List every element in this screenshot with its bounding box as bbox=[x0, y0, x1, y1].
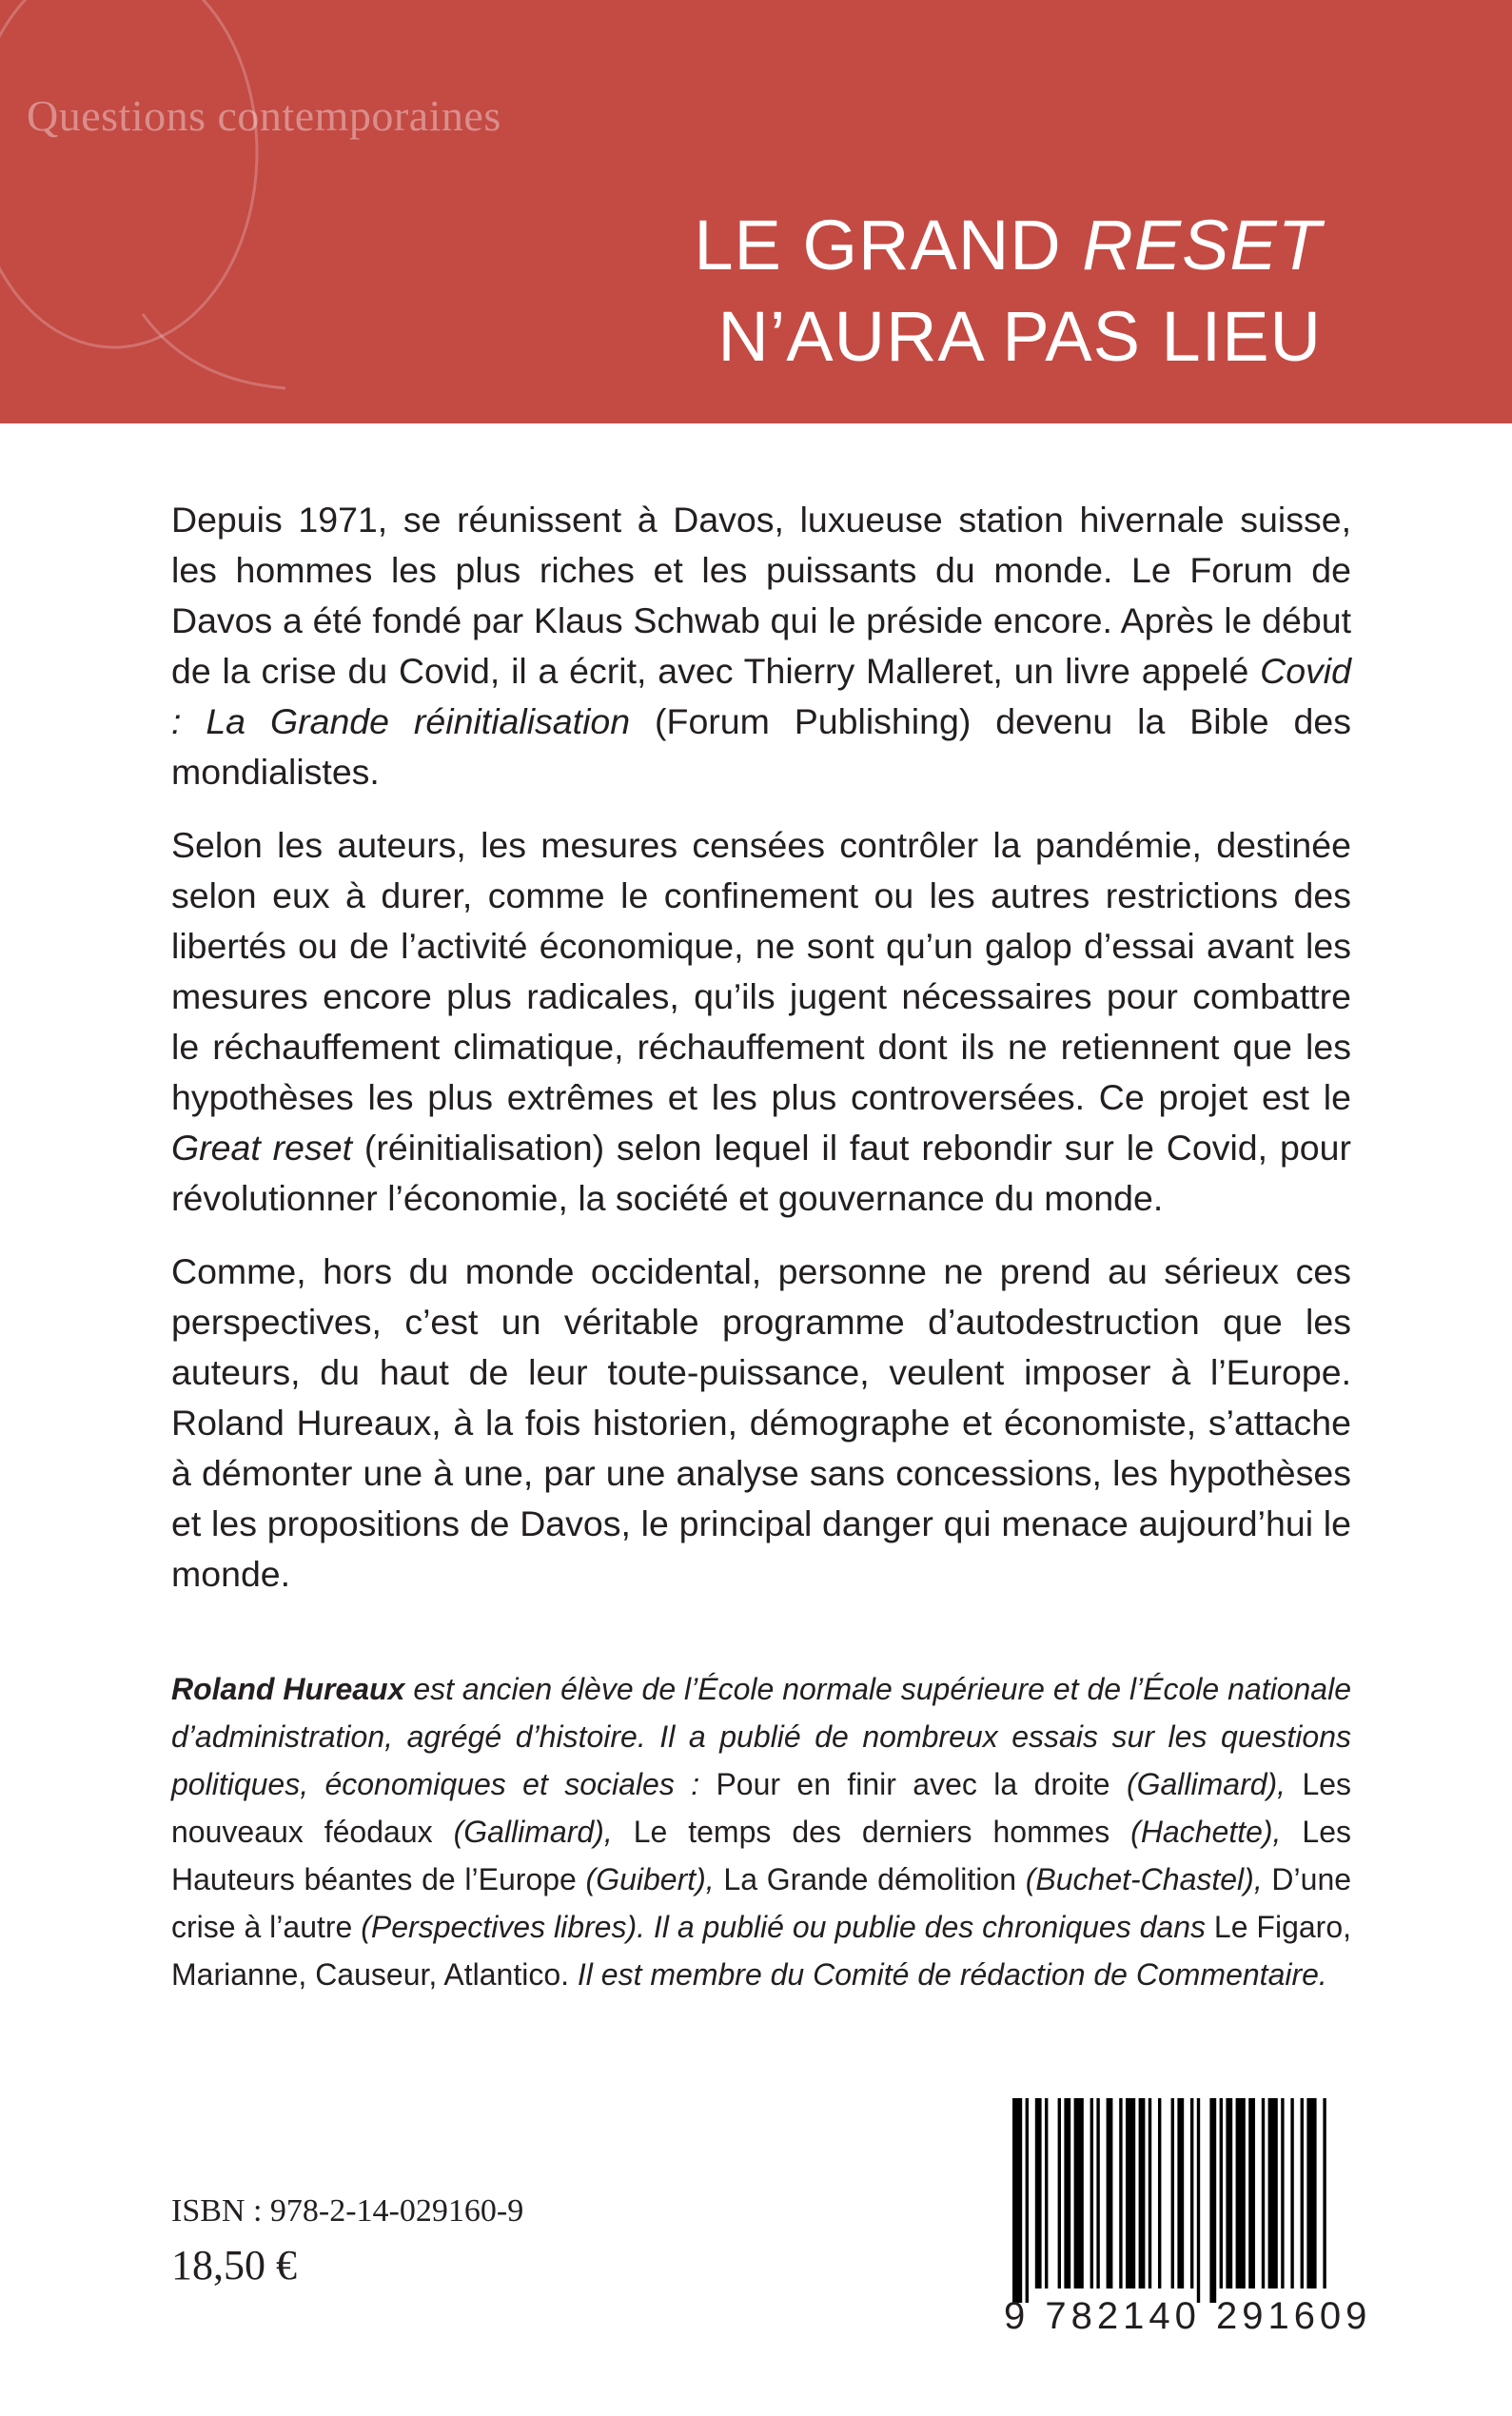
barcode-bar bbox=[1290, 2098, 1293, 2288]
barcode-bar bbox=[1262, 2098, 1265, 2288]
price: 18,50 € bbox=[171, 2242, 297, 2288]
barcode-bar bbox=[1323, 2098, 1325, 2288]
summary-p1-text-end: (Forum Publishing) devenu la Bible des mondialistes. bbox=[171, 701, 1351, 792]
summary-paragraph-2 bbox=[171, 820, 1351, 1224]
summary-p2-text-end: (réinitialisation) selon lequel il faut rebondir sur le Covid, pour révolutionner l’économie, la société et gouvernance du monde. bbox=[171, 1128, 1351, 1218]
isbn: ISBN : 978-2-14-029160-9 bbox=[171, 2193, 524, 2229]
summary-p1-text: Depuis 1971, se réunissent à Davos, luxueuse station hivernale suisse, les hommes les plus riches et les puissants du monde. Le Forum de Davos a été fondé par Klaus Schwab qui le préside encore. Après le début de la crise du Covid, il a écrit, avec Thierry Malleret, un livre appelé bbox=[171, 500, 1351, 691]
barcode-bar bbox=[1190, 2098, 1193, 2288]
barcode-bar bbox=[1177, 2098, 1184, 2288]
barcode-bar bbox=[1236, 2098, 1246, 2288]
title-line-2: N’AURA PAS LIEU bbox=[717, 297, 1322, 376]
barcode-bar bbox=[1209, 2098, 1216, 2303]
barcode-bar bbox=[1058, 2098, 1061, 2288]
summary-p2-text: Selon les auteurs, les mesures censées contrôler la pandémie, destinée selon eux à durer, comme le confinement ou les autres restrictions des libertés ou de l’activité économique, ne sont qu’un galop d’essai avant les mesures encore plus radicales, qu’ils jugent nécessaires pour combattre le réchauffement climatique, réchauffement dont ils ne retiennent que les hypothèses les plus extrêmes et les plus controversées. Ce projet est le bbox=[171, 825, 1351, 1117]
book-title-4: Les Hauteurs béantes de l’Europe bbox=[171, 1815, 1352, 1896]
book-title-5: La Grande démolition bbox=[723, 1862, 1017, 1896]
barcode-bar bbox=[1197, 2098, 1200, 2303]
barcode-bar bbox=[1096, 2098, 1099, 2288]
barcode-bar bbox=[1281, 2098, 1284, 2288]
publisher-5: (Buchet-Chastel), bbox=[1016, 1862, 1272, 1896]
barcode-bar bbox=[1064, 2098, 1070, 2288]
publisher-4: (Guibert), bbox=[576, 1862, 724, 1896]
barcode-bar bbox=[1306, 2098, 1316, 2288]
q-letter-decoration bbox=[0, 0, 314, 390]
bio-text: est ancien élève de l’École normale supérieure et de l’École nationale d’administration, agrégé d’histoire. Il a publié de nombreux essais sur les questions politiques, économiques et sociales : bbox=[171, 1672, 1352, 1801]
publisher-6: (Perspectives libres). Il a publié ou publie des chroniques dans bbox=[352, 1910, 1214, 1944]
barcode-bar bbox=[1107, 2098, 1113, 2288]
barcode-bar bbox=[1248, 2098, 1255, 2288]
barcode-bar bbox=[1220, 2098, 1223, 2288]
barcode-bar bbox=[1035, 2098, 1042, 2288]
cover-header bbox=[0, 0, 1512, 423]
book-title-3: Le temps des derniers hommes bbox=[633, 1815, 1110, 1849]
barcode-bar bbox=[1119, 2098, 1122, 2288]
barcode-bar bbox=[1026, 2098, 1029, 2303]
publisher-3: (Hachette), bbox=[1109, 1815, 1303, 1849]
barcode-bar bbox=[1074, 2098, 1084, 2288]
series-name: Questions contemporaines bbox=[27, 91, 501, 140]
barcode-bar bbox=[1045, 2098, 1048, 2288]
book-title bbox=[694, 200, 1322, 383]
barcode-bar bbox=[1268, 2098, 1278, 2288]
barcode-bar bbox=[1301, 2098, 1304, 2288]
barcode-bar bbox=[1012, 2098, 1022, 2303]
barcode-bar bbox=[1090, 2098, 1093, 2288]
barcode-bar bbox=[1226, 2098, 1232, 2288]
book-title-2: Les nouveaux féodaux bbox=[171, 1767, 1352, 1849]
barcode-bar bbox=[1149, 2098, 1151, 2288]
book-title-1: Pour en finir avec la droite bbox=[716, 1767, 1110, 1801]
barcode-bar bbox=[1126, 2098, 1135, 2288]
great-reset-term: Great reset bbox=[171, 1128, 353, 1168]
summary-text bbox=[171, 495, 1351, 1622]
barcode-bar bbox=[1139, 2098, 1146, 2288]
book-reference: Covid : La Grande réinitialisation bbox=[171, 651, 1351, 741]
bio-text-end: Il est membre du Comité de rédaction de Commentaire. bbox=[569, 1957, 1327, 1992]
author-name: Roland Hureaux bbox=[171, 1672, 405, 1706]
barcode-bar bbox=[1171, 2098, 1174, 2288]
barcode-bar bbox=[1158, 2098, 1161, 2288]
title-line-1-text: LE GRAND bbox=[694, 206, 1083, 285]
title-emphasis: RESET bbox=[1082, 206, 1322, 285]
summary-paragraph-1 bbox=[171, 495, 1351, 797]
summary-paragraph-3: Comme, hors du monde occidental, personne ne prend au sérieux ces perspectives, c’est un véritable programme d’autodestruction que les auteurs, du haut de leur toute-puissance, veulent imposer à l’Europe. Roland Hureaux, à la fois historien, démographe et économiste, s’attache à démonter une à une, par une analyse sans concessions, les hypothèses et les propositions de Davos, le principal danger qui menace aujourd’hui le monde. bbox=[171, 1251, 1351, 1594]
barcode bbox=[1011, 2098, 1328, 2327]
barcode-number: 9 782140 291609 bbox=[1004, 2295, 1372, 2337]
publisher-1: (Gallimard), bbox=[1109, 1767, 1303, 1801]
title-line-1 bbox=[694, 200, 1322, 291]
book-title-6: D’une crise à l’autre bbox=[171, 1862, 1352, 1944]
author-bio bbox=[171, 1665, 1351, 1998]
publisher-2: (Gallimard), bbox=[432, 1815, 634, 1849]
newspapers: Le Figaro, Marianne, Causeur, Atlantico. bbox=[171, 1910, 1352, 1992]
